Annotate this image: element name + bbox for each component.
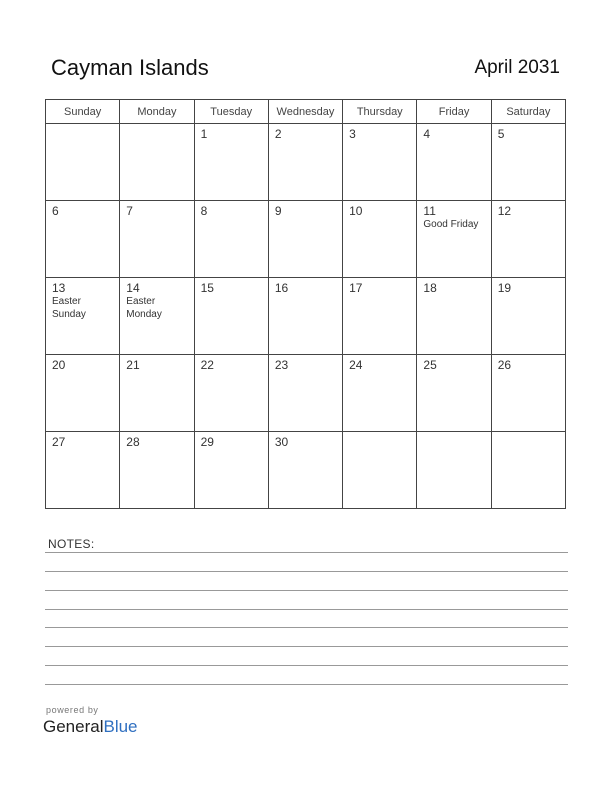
day-cell [46, 432, 120, 509]
day-cell [268, 278, 342, 355]
holiday-label: Easter [126, 296, 156, 307]
holiday-label: Good Friday [423, 219, 479, 230]
day-cell [120, 355, 194, 432]
day-cell [343, 432, 417, 509]
day-cell [343, 201, 417, 278]
day-cell [491, 201, 565, 278]
day-number: 8 [200, 204, 208, 218]
day-number: 2 [274, 127, 282, 141]
day-cell [194, 278, 268, 355]
day-cell [194, 432, 268, 509]
day-cell [417, 355, 491, 432]
day-number: 15 [200, 281, 214, 295]
day-cell [120, 201, 194, 278]
day-number: 5 [497, 127, 505, 141]
day-number: 24 [349, 358, 363, 372]
day-cell [194, 355, 268, 432]
day-cell [268, 201, 342, 278]
day-number: 19 [497, 281, 512, 295]
day-number: 22 [200, 358, 214, 372]
day-number: 11 [423, 204, 436, 218]
day-cell [491, 432, 565, 509]
day-cell [417, 124, 491, 201]
powered-by-text: powered by [46, 705, 99, 715]
day-number: 16 [274, 281, 289, 295]
note-line [45, 590, 568, 591]
notes-label: NOTES: [48, 537, 95, 551]
week-row [46, 432, 566, 509]
day-cell [491, 278, 565, 355]
day-cell [46, 124, 120, 201]
day-number: 28 [126, 435, 140, 449]
day-cell [268, 124, 342, 201]
day-number: 4 [423, 127, 431, 141]
month-year-title: April 2031 [474, 57, 560, 78]
day-cell [194, 201, 268, 278]
day-number: 9 [274, 204, 282, 218]
day-number: 25 [423, 358, 437, 372]
day-cell [417, 432, 491, 509]
day-number: 12 [497, 204, 512, 218]
day-number: 26 [497, 358, 512, 372]
holiday-label: Easter [52, 296, 81, 307]
day-number: 6 [52, 204, 59, 218]
day-cell [120, 278, 194, 355]
day-cell [343, 355, 417, 432]
day-cell [343, 124, 417, 201]
weekday-header: Tuesday [194, 100, 268, 124]
country-title: Cayman Islands [51, 55, 209, 80]
holiday-label: Sunday [52, 309, 86, 320]
day-number: 17 [349, 281, 363, 295]
day-number: 14 [126, 281, 140, 295]
brand-blue-text: Blue [103, 717, 138, 736]
holiday-label: Monday [126, 309, 162, 320]
week-row [46, 201, 566, 278]
day-cell [120, 432, 194, 509]
week-row [46, 278, 566, 355]
day-number: 7 [126, 204, 133, 218]
day-number: 18 [423, 281, 437, 295]
day-number: 21 [126, 358, 140, 372]
calendar-body [46, 124, 566, 509]
day-number: 30 [274, 435, 289, 449]
day-number: 10 [349, 204, 363, 218]
day-cell [417, 201, 491, 278]
weekday-header: Sunday [46, 100, 120, 124]
day-cell [46, 201, 120, 278]
week-row [46, 355, 566, 432]
weekday-header: Monday [120, 100, 194, 124]
brand-general-text: General [43, 717, 104, 736]
note-line [45, 627, 568, 628]
day-cell [46, 355, 120, 432]
day-cell [491, 124, 565, 201]
day-cell [194, 124, 268, 201]
day-number: 27 [52, 435, 66, 449]
weekday-header: Friday [417, 100, 491, 124]
day-number: 13 [52, 281, 66, 295]
day-number: 20 [52, 358, 66, 372]
note-line [45, 665, 568, 666]
weekday-header-row [46, 100, 566, 124]
weekday-header: Saturday [491, 100, 565, 124]
day-cell [343, 278, 417, 355]
day-cell [268, 355, 342, 432]
note-line [45, 552, 568, 553]
calendar-grid [45, 99, 566, 509]
weekday-header: Wednesday [268, 100, 342, 124]
day-cell [417, 278, 491, 355]
note-line [45, 684, 568, 685]
generalblue-logo [43, 717, 138, 737]
weekday-header: Thursday [343, 100, 417, 124]
day-number: 29 [200, 435, 214, 449]
day-cell [46, 278, 120, 355]
day-cell [491, 355, 565, 432]
note-line [45, 646, 568, 647]
day-number: 1 [200, 127, 208, 141]
note-line [45, 571, 568, 572]
day-cell [120, 124, 194, 201]
day-number: 3 [349, 127, 356, 141]
note-line [45, 609, 568, 610]
week-row [46, 124, 566, 201]
day-cell [268, 432, 342, 509]
day-number: 23 [274, 358, 289, 372]
